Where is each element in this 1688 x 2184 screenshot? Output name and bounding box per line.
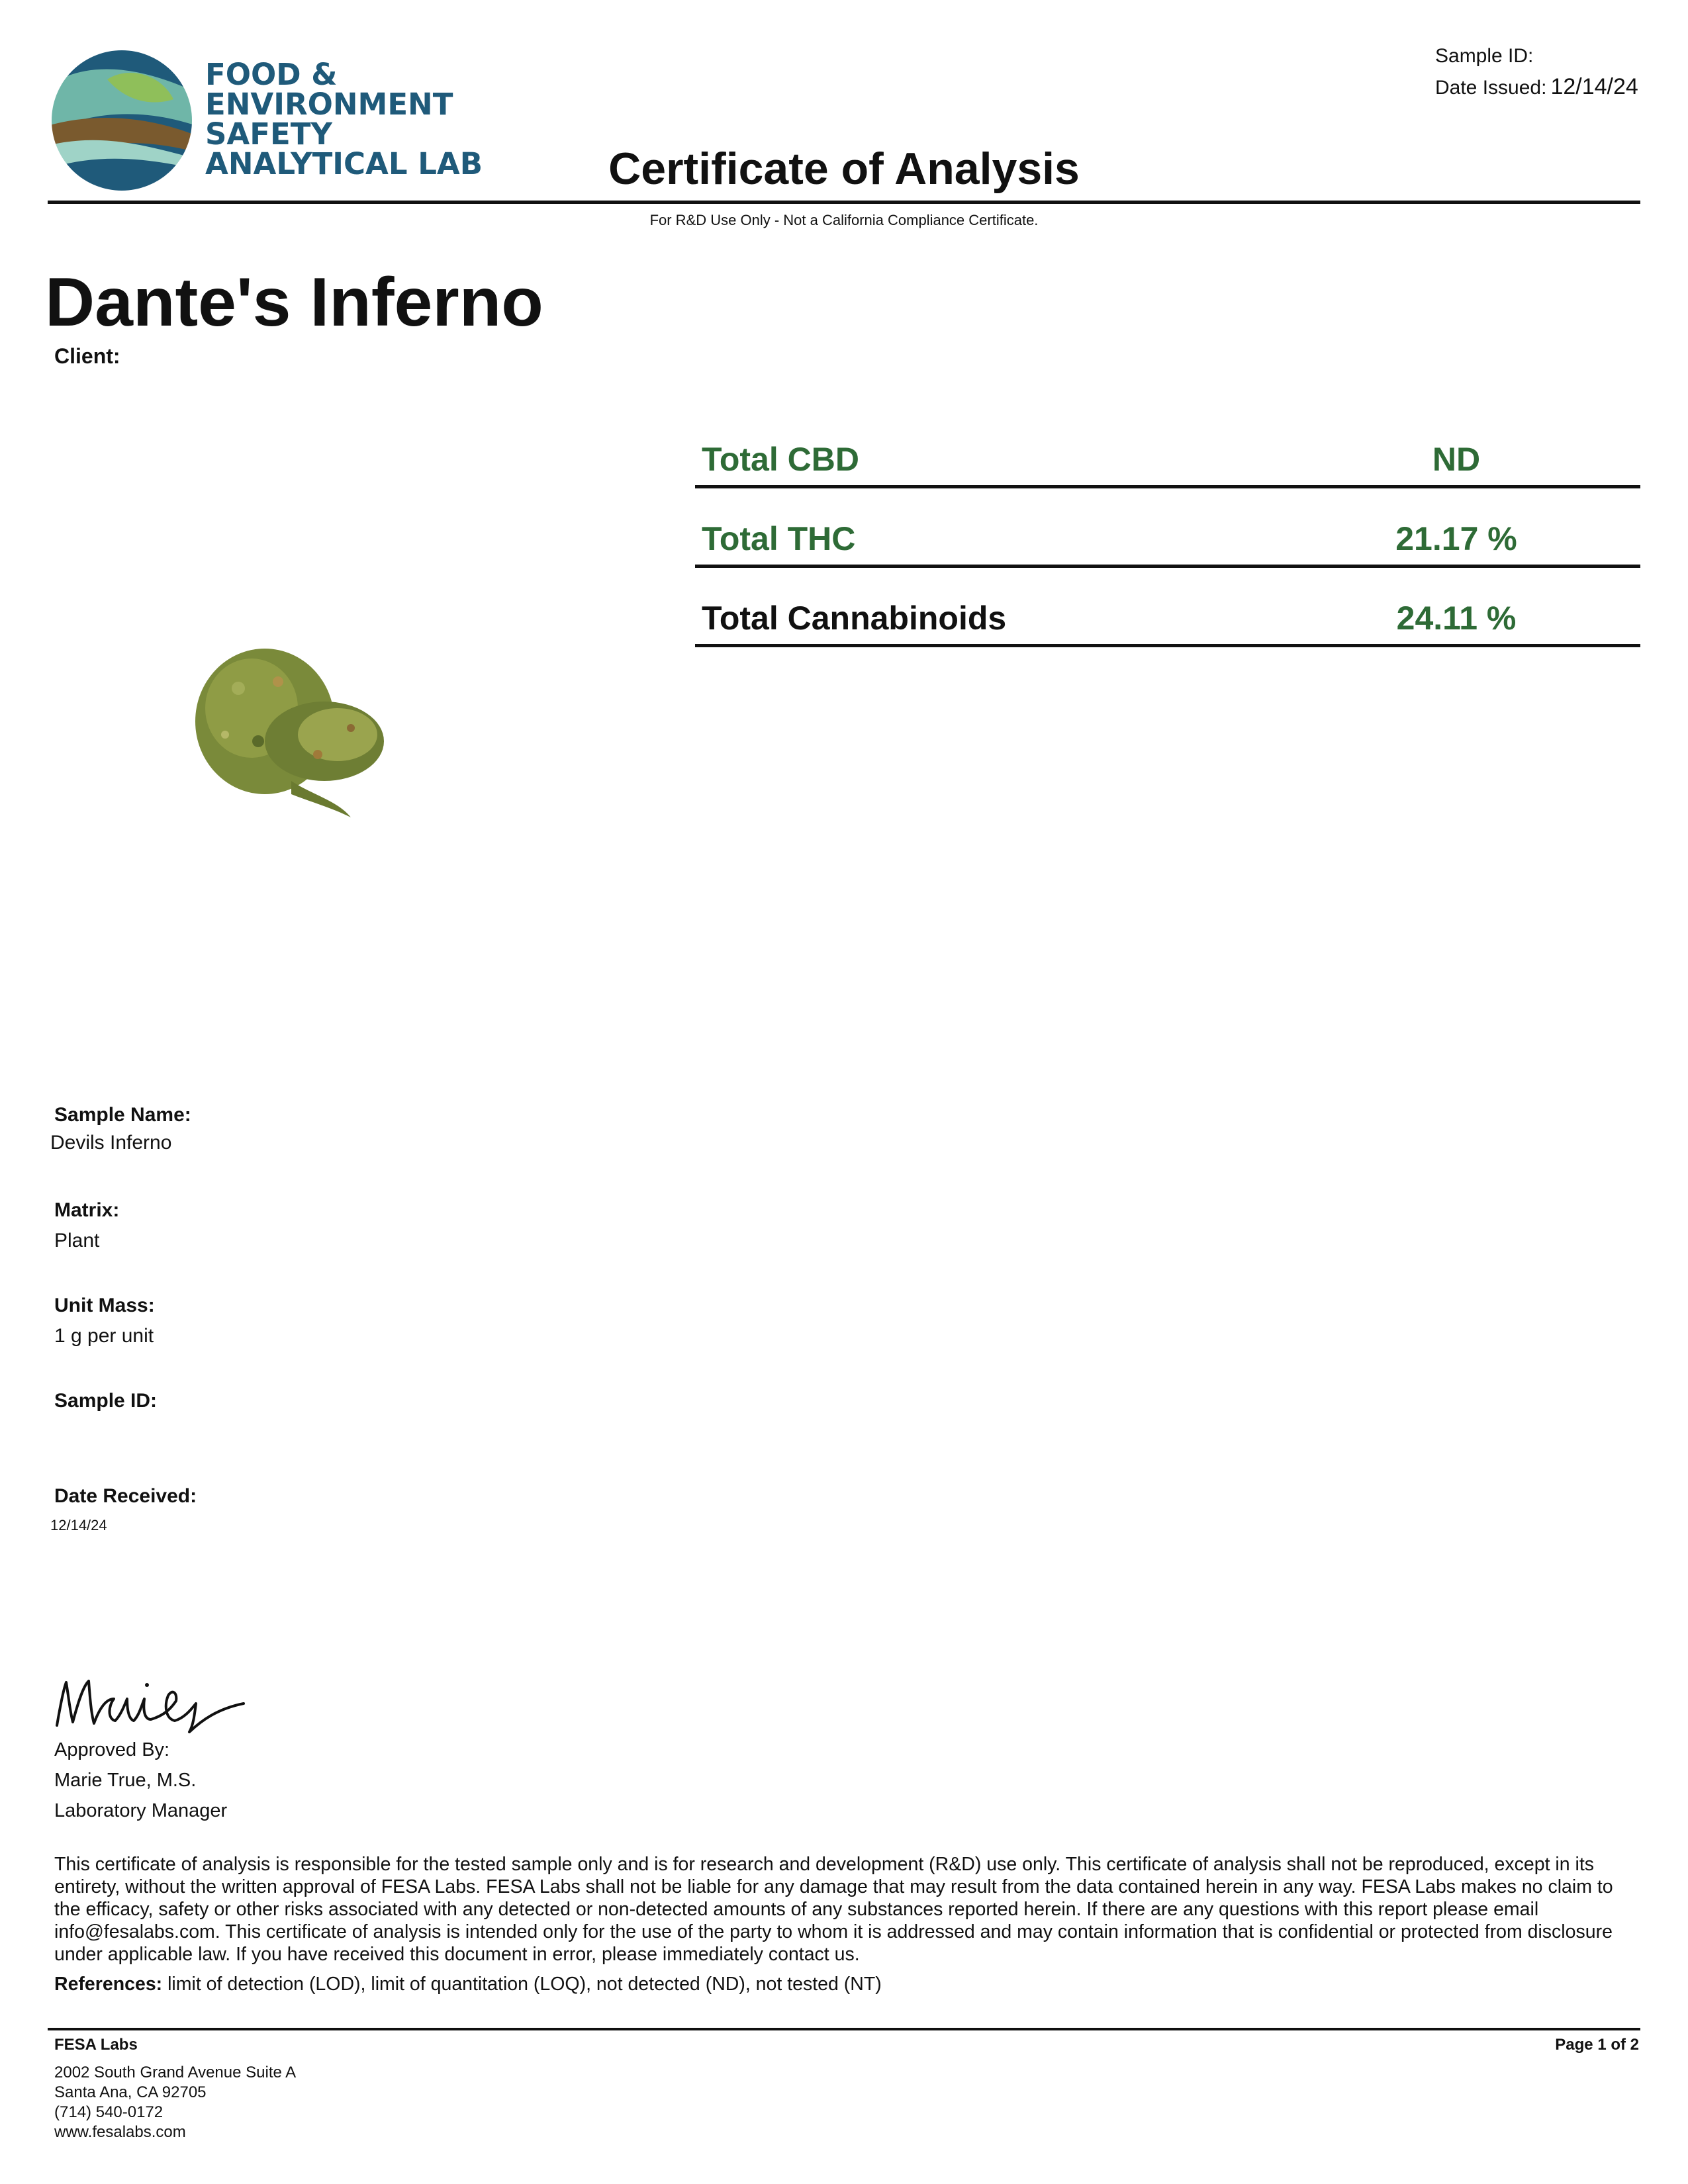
product-name: Dante's Inferno — [45, 264, 543, 341]
footer-company: FESA Labs — [54, 2036, 138, 2054]
logo-line: SAFETY — [205, 116, 332, 152]
product-image — [185, 629, 410, 821]
logo-line: ANALYTICAL LAB — [205, 146, 483, 181]
approved-by-label: Approved By: — [54, 1739, 170, 1760]
references-label: References: — [54, 1974, 163, 1995]
references — [54, 1974, 882, 1995]
unit-mass-value: 1 g per unit — [54, 1325, 154, 1347]
logo-line: FOOD & — [205, 57, 338, 92]
summary-label: Total THC — [702, 520, 856, 557]
summary-row-total-cbd — [695, 406, 1640, 488]
matrix-value: Plant — [54, 1230, 100, 1251]
header-divider — [48, 201, 1640, 204]
sample-id-label: Sample ID: — [54, 1390, 158, 1412]
header-date-issued-label: Date Issued: — [1435, 77, 1547, 99]
approver-title: Laboratory Manager — [54, 1800, 228, 1821]
references-text: limit of detection (LOD), limit of quantitation (LOQ), not detected (ND), not tested (NT) — [162, 1974, 882, 1995]
footer-divider — [48, 2028, 1640, 2030]
legal-disclaimer: This certificate of analysis is responsible for the tested sample only and is for research and development (R&D) use only. This certificate of analysis shall not be reproduced, except in its entirety, without the written approval of FESA Labs. FESA Labs shall not be liable for any damage that may result from the data contained herein in any way. FESA Labs makes no claim to the efficacy, safety or other risks associated with any detected or non-detected amounts of any substances reported herein. If there are any questions with this report please email info@fesalabs.com. This certificate of analysis is intended only for the use of the party to whom it is addressed and may contain information that is confidential or protected from disclosure under applicable law. If you have received this document in error, please immediately contact us. — [54, 1854, 1613, 1965]
unit-mass-label: Unit Mass: — [54, 1295, 155, 1316]
approver-name: Marie True, M.S. — [54, 1770, 197, 1791]
summary-label: Total CBD — [702, 441, 859, 478]
summary-row-total-thc — [695, 485, 1640, 568]
header-date-issued — [1435, 74, 1638, 100]
sample-name-label: Sample Name: — [54, 1104, 191, 1126]
summary-value: 24.11 % — [1396, 600, 1517, 637]
header-disclaimer: For R&D Use Only - Not a California Compliance Certificate. — [649, 212, 1039, 228]
summary-row-total-cannabinoids — [695, 565, 1640, 647]
matrix-label: Matrix: — [54, 1199, 120, 1221]
summary-value: 21.17 % — [1395, 520, 1517, 557]
footer-address-line2: Santa Ana, CA 92705 — [54, 2083, 207, 2101]
header-sample-id-label: Sample ID: — [1435, 45, 1534, 67]
sample-name-value: Devils Inferno — [50, 1132, 172, 1154]
date-received-label: Date Received: — [54, 1485, 197, 1507]
document-title: Certificate of Analysis — [608, 144, 1080, 194]
footer-address-line1: 2002 South Grand Avenue Suite A — [54, 2064, 297, 2081]
summary-value: ND — [1432, 441, 1481, 478]
date-received-value: 12/14/24 — [50, 1517, 107, 1533]
header-date-issued-value: 12/14/24 — [1550, 74, 1638, 99]
page-number: Page 1 of 2 — [1555, 2036, 1639, 2054]
client-label: Client: — [54, 344, 120, 368]
logo-line: ENVIRONMENT — [205, 87, 453, 122]
summary-label: Total Cannabinoids — [702, 600, 1007, 637]
footer-phone: (714) 540-0172 — [54, 2103, 164, 2121]
footer-website: www.fesalabs.com — [54, 2123, 186, 2141]
approver-signature — [52, 1662, 250, 1735]
